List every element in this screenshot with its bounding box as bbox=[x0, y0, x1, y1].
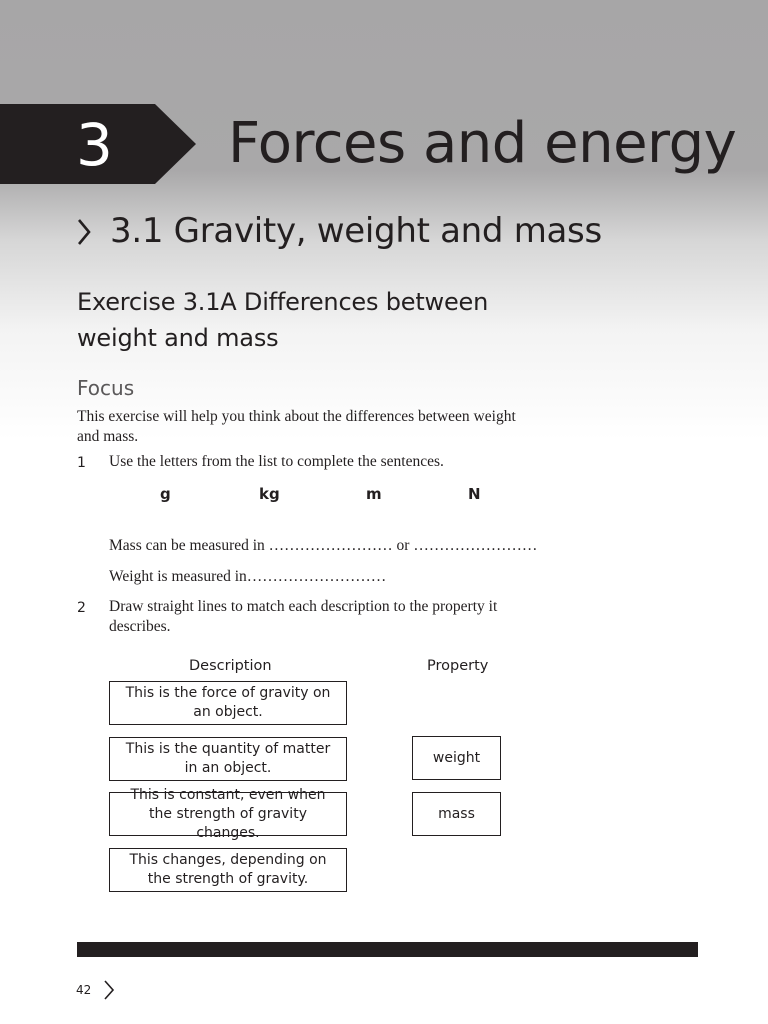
description-box[interactable]: This changes, depending on the strength of gravity. bbox=[109, 848, 347, 892]
footer-bar bbox=[77, 942, 698, 957]
description-box[interactable]: This is the force of gravity on an object. bbox=[109, 681, 347, 725]
chapter-title: Forces and energy bbox=[228, 111, 737, 176]
focus-heading: Focus bbox=[77, 376, 135, 400]
chevron-right-icon bbox=[102, 978, 116, 1002]
property-column-header: Property bbox=[427, 658, 489, 674]
chapter-number: 3 bbox=[76, 111, 113, 179]
chevron-right-icon bbox=[76, 216, 92, 248]
unit-option: N bbox=[468, 485, 481, 503]
description-box[interactable]: This is constant, even when the strength of gravity changes. bbox=[109, 792, 347, 836]
question-2-number: 2 bbox=[77, 600, 86, 616]
unit-option: g bbox=[160, 485, 171, 503]
unit-option: kg bbox=[259, 485, 280, 503]
page-number: 42 bbox=[76, 983, 92, 997]
question-1-text: Use the letters from the list to complete the sentences. bbox=[109, 453, 444, 470]
property-box-mass[interactable]: mass bbox=[412, 792, 501, 836]
description-column-header: Description bbox=[189, 658, 272, 674]
fill-in-sentence-mass[interactable]: Mass can be measured in …………………… or …………………… bbox=[109, 537, 538, 554]
description-box[interactable]: This is the quantity of matter in an object. bbox=[109, 737, 347, 781]
unit-option: m bbox=[366, 485, 382, 503]
question-1-number: 1 bbox=[77, 455, 86, 471]
fill-in-sentence-weight[interactable]: Weight is measured in……………………… bbox=[109, 568, 387, 585]
exercise-title: Exercise 3.1A Differences between weight and mass bbox=[77, 288, 489, 352]
property-box-weight[interactable]: weight bbox=[412, 736, 501, 780]
question-2-text: Draw straight lines to match each description to the property it describes. bbox=[109, 598, 498, 635]
section-title: 3.1 Gravity, weight and mass bbox=[110, 211, 602, 251]
focus-text: This exercise will help you think about the differences between weight and mass. bbox=[77, 408, 516, 445]
